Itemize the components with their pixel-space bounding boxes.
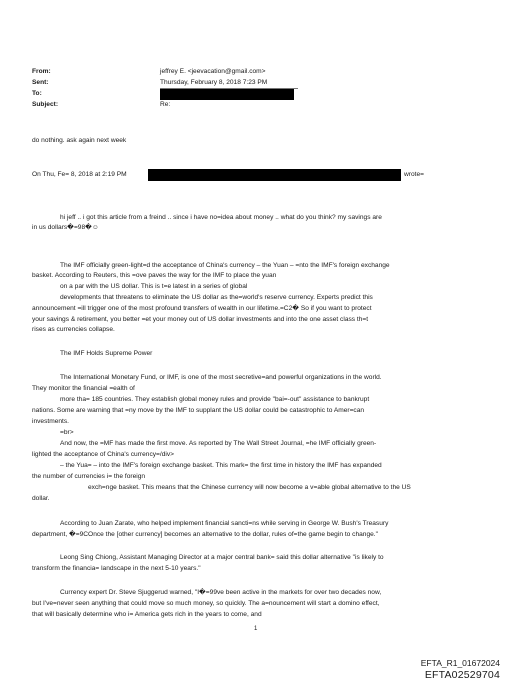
from-label: From: (32, 68, 51, 75)
body-line: department, �=9COnce the [other currency] becomes an alternative to the dollar, rules of=the game begin to change." (32, 531, 378, 538)
sent-value: Thursday, February 8, 2018 7:23 PM (160, 79, 268, 86)
body-line: your savings & retirement, you better =et your money out of US dollar investments and into the one asset class th=t (32, 316, 369, 323)
body-line: nations. Some are warning that =ny move by the IMF to supplant the US dollar could be catastrophic to Amer=can (32, 407, 365, 414)
body-line: rises as currencies collapse. (32, 326, 115, 333)
body-line: Leong Sing Chiong, Assistant Managing Director at a major central bank= said this dollar alternative "is likely to (60, 554, 384, 561)
from-value: jeffrey E. <jeevacation@gmail.com> (160, 68, 266, 75)
body-line: According to Juan Zarate, who helped implement financial sancti=ns while serving in George W. Bush's Treasury (60, 520, 389, 527)
body-line: but I've=never seen anything that could move so much money, so quickly. The a=nouncement will start a domino effect, (32, 600, 380, 607)
body-line: exch=nge basket. This means that the Chinese currency will now become a v=able global alternative to the US (88, 484, 411, 491)
body-line: The International Monetary Fund, or IMF, is one of the most secretive=and powerful organizations in the world. (60, 374, 382, 381)
body-line: basket. According to Reuters, this =ove paves the way for the IMF to place the yuan (32, 272, 277, 279)
footer-ref-efta: EFTA02529704 (424, 669, 500, 681)
page-number: 1 (254, 626, 258, 632)
body-line: Currency expert Dr. Steve Sjuggerud warned, "I�=99ve been active in the markets for over two decades now, (60, 589, 382, 596)
quote-attribution: On Thu, Fe= 8, 2018 at 2:19 PM (32, 171, 127, 178)
quote-wrote: wrote= (404, 171, 424, 178)
to-label: To: (32, 90, 42, 97)
footer-ref-r1: EFTA_R1_01672024 (420, 658, 500, 668)
subject-label: Subject: (32, 101, 59, 108)
reply-text: do nothing. ask again next week (32, 137, 127, 144)
body-line: in us dollars�=98�☺ (32, 224, 99, 231)
body-line: lighted the acceptance of China's currency=/div> (32, 451, 175, 458)
redaction-to (160, 89, 294, 100)
section-heading: The IMF Holds Supreme Power (60, 350, 153, 357)
redaction-sender (148, 169, 401, 181)
body-line: developments that threatens to eliminate the US dollar as the=world's reserve currency. Experts predict this (60, 294, 373, 301)
body-line: =br> (60, 429, 74, 436)
body-line: dollar. (32, 495, 50, 502)
body-line: that will basically determine who i= America gets rich in the years to come, and (32, 611, 262, 618)
body-line: announcement =ill trigger one of the most profound transfers of wealth in our lifetime.=C2� So if you want to protect (32, 305, 372, 312)
subject-value: Re: (160, 101, 171, 108)
body-line: – the Yua= – into the IMF's foreign exchange basket. This mark= the first time in history the IMF has expanded (60, 462, 382, 469)
body-line: the number of currencies i= the foreign (32, 473, 146, 480)
body-line: They monitor the financial =ealth of (32, 385, 135, 392)
body-line: And now, the =MF has made the first move. As reported by The Wall Street Journal, =he IMF officially green- (60, 440, 377, 447)
body-line: transform the financia= landscape in the next 5-10 years." (32, 565, 201, 572)
body-line: hi jeff .. i got this article from a freind .. since i have no=idea about money .. what do you think? my savings are (60, 214, 382, 221)
body-line: investments. (32, 418, 70, 425)
sent-label: Sent: (32, 79, 49, 86)
body-line: The IMF officially green-light=d the acceptance of China's currency – the Yuan – =nto the IMF's foreign exchange (60, 262, 390, 269)
body-line: more tha= 185 countries. They establish global money rules and provide "bai=-out" assistance to bankrupt (60, 396, 370, 403)
body-line: on a par with the US dollar. This is t=e latest in a series of global (60, 283, 248, 290)
